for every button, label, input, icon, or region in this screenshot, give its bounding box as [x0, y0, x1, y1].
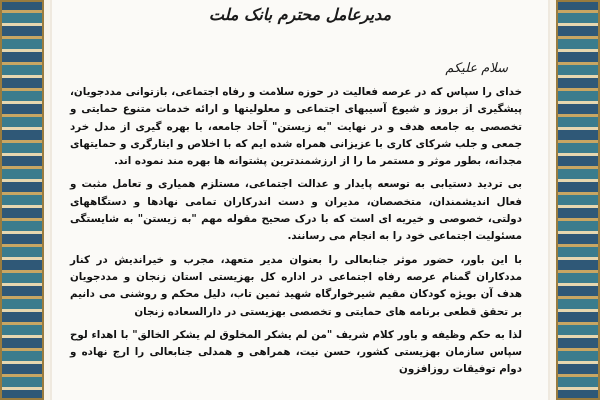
- greeting: سلام علیکم: [445, 61, 508, 76]
- paragraph: با این باور، حضور موثر جنابعالی را بعنوان مدیر متعهد، مجرب و خیراندیش در کنار مددکاران گمنام عرصه رفاه اجتماعی در اداره کل بهزیستی استان زنجان و مددجویان هدف آن بویژه کودکان مقیم شیرخوارگاه شهید ثمین تاب، دلیل محکم و روشنی می دانیم بر تحقق قطعی برنامه های حمایتی و تخصصی بهزیستی در دارالسعاده زنجان: [70, 253, 522, 318]
- addressee-title: مدیرعامل محترم بانک ملت: [208, 4, 392, 24]
- paragraph: لذا به حکم وظیفه و باور کلام شریف "من لم یشکر المخلوق لم یشکر الخالق" با اهداء لوح سپاس سازمان بهزیستی کشور، حسن نیت، همراهی و همدلی جنابعالی را ارج نهاده و دوام توفیقات روزافزون: [70, 328, 522, 376]
- ornamental-border-right: [556, 0, 600, 400]
- paragraph: بی تردید دستیابی به توسعه پایدار و عدالت اجتماعی، مستلزم همیاری و تعامل مثبت و فعال اندیشمندان، متخصصان، مدیران و دست اندرکاران تمامی نهادها و دستگاههای دولتی، خصوصی و خیریه ای است که با درک صحیح مقوله مهم "به زیستن" به شایستگی مسئولیت اجتماعی خود را به انجام می رسانند.: [70, 178, 522, 243]
- letter-paper: [52, 0, 548, 400]
- letter-header: [52, 2, 548, 26]
- paragraph: خدای را سپاس که در عرصه فعالیت در حوزه سلامت و رفاه اجتماعی، بازتوانی مددجویان، پیشگیری از بروز و شیوع آسیبهای اجتماعی و معلولیتها و ارائه خدمات متنوع حمایتی و تخصصی به جامعه هدف و در نهایت "به زیستن" آحاد جامعه، با بهره گیری از مدل خرد جمعی و جلب شرکای کاری با عزیزانی همراه شده ایم که با اخلاص و ایثارگری و حمایتهای مجدانه، بطور موثر و مستمر ما را از ارزشمندترین پشتوانه ها بهره مند نموده اند.: [70, 86, 522, 168]
- ornamental-border-left: [0, 0, 44, 400]
- letter-body: [70, 84, 522, 385]
